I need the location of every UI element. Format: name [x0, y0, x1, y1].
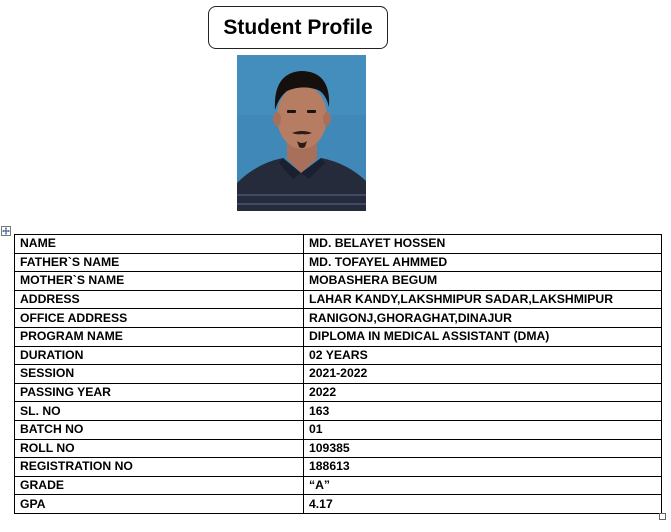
row-label: FATHER`S NAME — [15, 253, 304, 272]
table-row — [15, 365, 662, 384]
table-row — [15, 476, 662, 495]
table-resize-handle[interactable] — [659, 513, 666, 520]
table-row — [15, 309, 662, 328]
table-row — [15, 346, 662, 365]
row-value: 2022 — [304, 383, 662, 402]
student-profile-table — [14, 234, 662, 514]
row-value: MD. TOFAYEL AHMMED — [304, 253, 662, 272]
row-label: ROLL NO — [15, 439, 304, 458]
row-value: 109385 — [304, 439, 662, 458]
row-label: GPA — [15, 495, 304, 514]
row-value: 01 — [304, 420, 662, 439]
row-value: DIPLOMA IN MEDICAL ASSISTANT (DMA) — [304, 327, 662, 346]
row-label: NAME — [15, 235, 304, 254]
student-photo — [237, 55, 366, 211]
row-label: SESSION — [15, 365, 304, 384]
table-row — [15, 383, 662, 402]
row-label: MOTHER`S NAME — [15, 272, 304, 291]
row-label: BATCH NO — [15, 420, 304, 439]
row-label: PROGRAM NAME — [15, 327, 304, 346]
row-label: OFFICE ADDRESS — [15, 309, 304, 328]
row-value: 02 YEARS — [304, 346, 662, 365]
table-row — [15, 235, 662, 254]
table-row — [15, 458, 662, 477]
row-label: GRADE — [15, 476, 304, 495]
table-row — [15, 272, 662, 291]
table-row — [15, 495, 662, 514]
table-row — [15, 439, 662, 458]
page-title: Student Profile — [208, 6, 388, 49]
row-label: ADDRESS — [15, 290, 304, 309]
row-value: 2021-2022 — [304, 365, 662, 384]
row-value: 163 — [304, 402, 662, 421]
table-row — [15, 420, 662, 439]
row-value: MD. BELAYET HOSSEN — [304, 235, 662, 254]
row-value: MOBASHERA BEGUM — [304, 272, 662, 291]
table-row — [15, 327, 662, 346]
row-label: REGISTRATION NO — [15, 458, 304, 477]
profile-rows — [15, 235, 662, 514]
row-value: “A” — [304, 476, 662, 495]
row-value: 188613 — [304, 458, 662, 477]
row-value: 4.17 — [304, 495, 662, 514]
table-row — [15, 290, 662, 309]
row-value: LAHAR KANDY,LAKSHMIPUR SADAR,LAKSHMIPUR — [304, 290, 662, 309]
row-value: RANIGONJ,GHORAGHAT,DINAJUR — [304, 309, 662, 328]
row-label: PASSING YEAR — [15, 383, 304, 402]
table-row — [15, 253, 662, 272]
row-label: DURATION — [15, 346, 304, 365]
table-move-handle-icon[interactable] — [1, 223, 11, 233]
row-label: SL. NO — [15, 402, 304, 421]
table-row — [15, 402, 662, 421]
